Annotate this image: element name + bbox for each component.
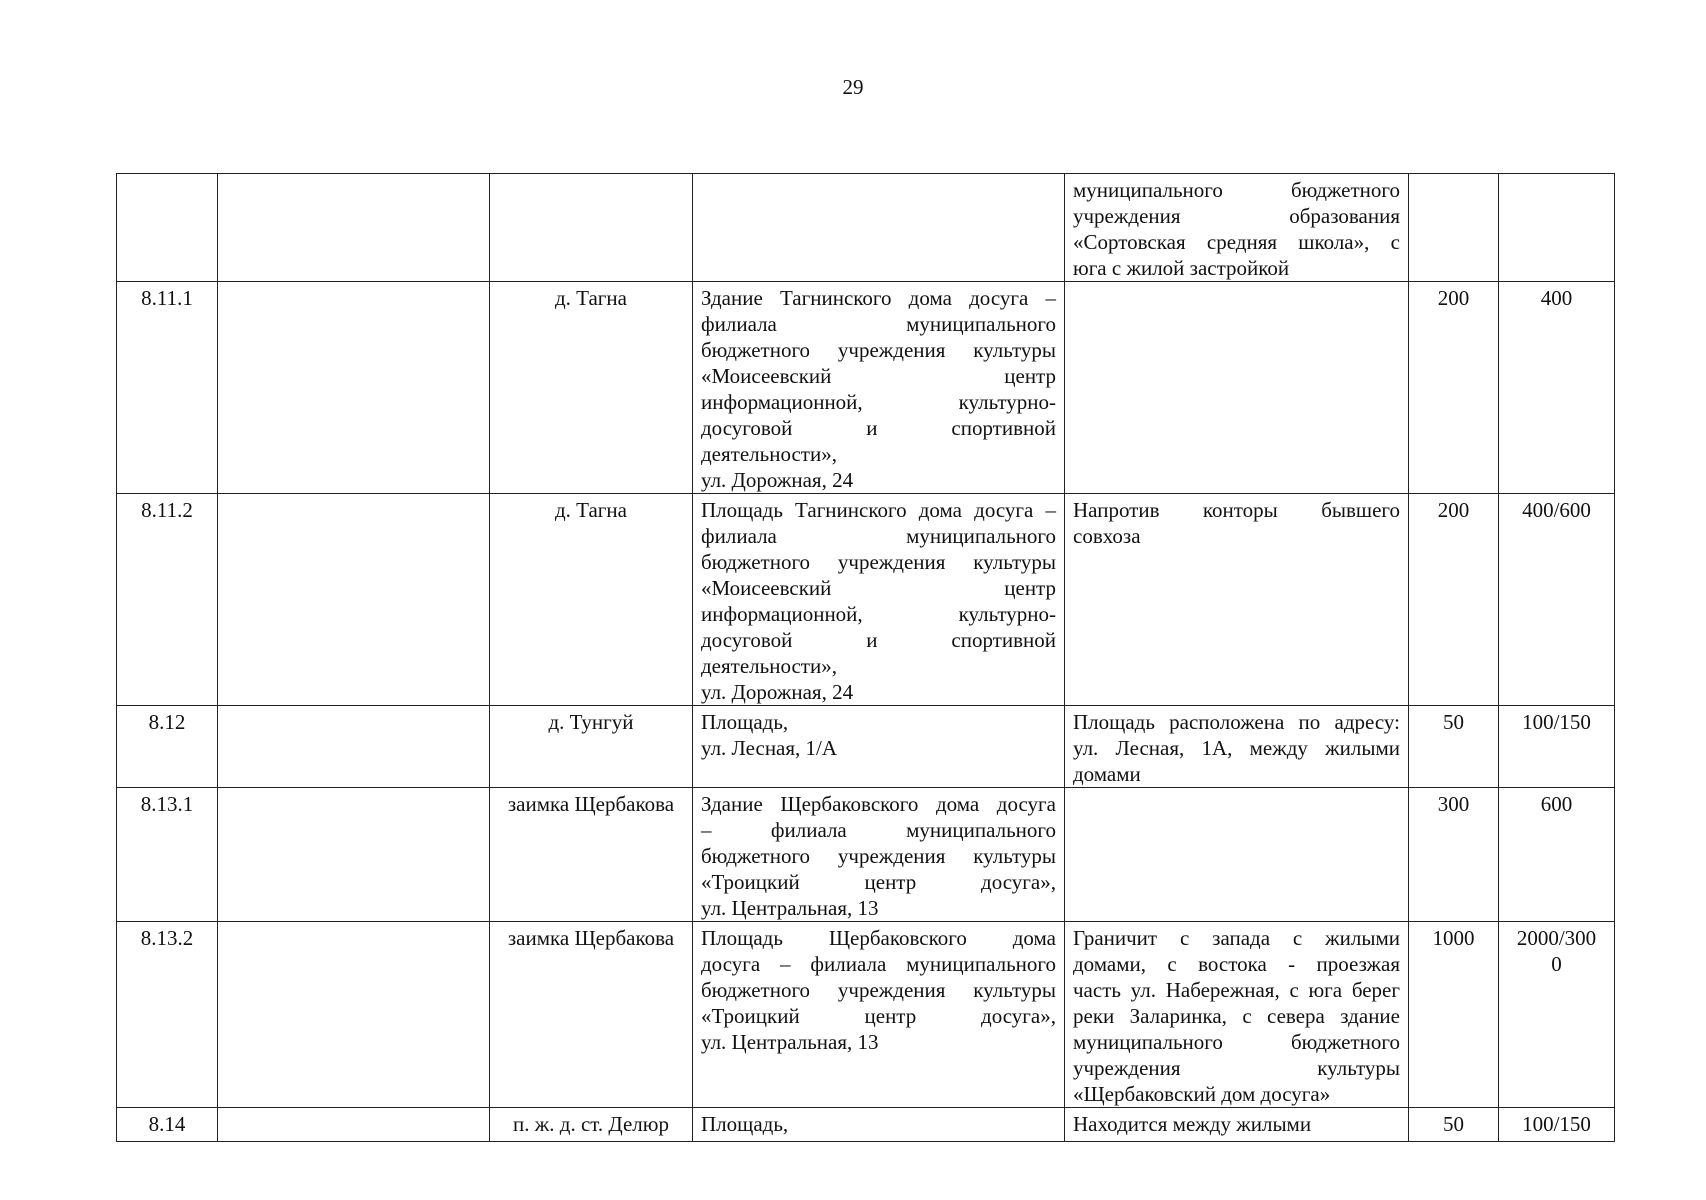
cell-boundaries-line: ул. Лесная, 1А, между жилыми bbox=[1073, 736, 1400, 760]
data-table bbox=[116, 173, 1615, 1142]
cell-settlement: д. Тунгуй bbox=[490, 706, 693, 788]
cell-object bbox=[693, 174, 1065, 282]
cell-capacity bbox=[1409, 1108, 1499, 1142]
cell-object-line: ул. Лесная, 1/А bbox=[701, 736, 838, 760]
cell-capacity bbox=[1409, 788, 1499, 922]
cell-area bbox=[1499, 494, 1615, 706]
table-row bbox=[117, 174, 1615, 282]
cell-area-line: 100/150 bbox=[1522, 1112, 1591, 1136]
cell-capacity-line: 1000 bbox=[1432, 926, 1475, 950]
cell-boundaries-line: муниципального бюджетного bbox=[1073, 178, 1400, 202]
cell-object-line: информационной, культурно- bbox=[701, 390, 1056, 414]
cell-object-line: филиала муниципального bbox=[701, 312, 1056, 336]
cell-boundaries-line: домами, с востока - проезжая bbox=[1073, 952, 1400, 976]
cell-boundaries-line: юга с жилой застройкой bbox=[1073, 256, 1290, 280]
cell-boundaries-line: совхоза bbox=[1073, 524, 1141, 548]
cell-number: 8.13.2 bbox=[117, 922, 218, 1108]
cell-capacity bbox=[1409, 706, 1499, 788]
cell-object-line: Площадь Щербаковского дома bbox=[701, 926, 1056, 950]
table-row bbox=[117, 922, 1615, 1108]
cell-object-line: Здание Щербаковского дома досуга bbox=[701, 792, 1056, 816]
cell-object-line: Площадь, bbox=[701, 710, 789, 734]
cell-boundaries-line: «Сортовская средняя школа», с bbox=[1073, 230, 1400, 254]
cell-empty bbox=[218, 1108, 490, 1142]
cell-boundaries bbox=[1065, 494, 1409, 706]
cell-object-line: информационной, культурно- bbox=[701, 602, 1056, 626]
cell-boundaries bbox=[1065, 706, 1409, 788]
cell-object bbox=[693, 706, 1065, 788]
cell-empty bbox=[218, 494, 490, 706]
cell-settlement: д. Тагна bbox=[490, 282, 693, 494]
cell-settlement: заимка Щербакова bbox=[490, 922, 693, 1108]
cell-number: 8.12 bbox=[117, 706, 218, 788]
cell-object-line: ул. Дорожная, 24 bbox=[701, 680, 854, 704]
cell-capacity bbox=[1409, 282, 1499, 494]
cell-area bbox=[1499, 174, 1615, 282]
cell-object-line: досуговой и спортивной bbox=[701, 416, 1056, 440]
cell-empty bbox=[218, 788, 490, 922]
cell-object-line: Площадь, bbox=[701, 1112, 789, 1136]
cell-object-line: бюджетного учреждения культуры bbox=[701, 550, 1056, 574]
table-body bbox=[117, 174, 1615, 1142]
cell-object-line: – филиала муниципального bbox=[701, 818, 1056, 842]
cell-boundaries-line: реки Заларинка, с севера здание bbox=[1073, 1004, 1400, 1028]
table-row bbox=[117, 788, 1615, 922]
cell-empty bbox=[218, 922, 490, 1108]
cell-settlement: д. Тагна bbox=[490, 494, 693, 706]
cell-boundaries-line: Напротив конторы бывшего bbox=[1073, 498, 1400, 522]
cell-number: 8.14 bbox=[117, 1108, 218, 1142]
page-number: 29 bbox=[842, 75, 864, 99]
cell-object-line: «Моисеевский центр bbox=[701, 364, 1056, 388]
cell-boundaries bbox=[1065, 282, 1409, 494]
cell-object-line: бюджетного учреждения культуры bbox=[701, 338, 1056, 362]
cell-object bbox=[693, 494, 1065, 706]
cell-number: 8.11.2 bbox=[117, 494, 218, 706]
cell-object-line: ул. Центральная, 13 bbox=[701, 896, 879, 920]
cell-object bbox=[693, 282, 1065, 494]
cell-object-line: деятельности», bbox=[701, 654, 837, 678]
cell-capacity bbox=[1409, 494, 1499, 706]
cell-boundaries bbox=[1065, 1108, 1409, 1142]
cell-capacity-line: 50 bbox=[1443, 1112, 1464, 1136]
cell-object-line: «Троицкий центр досуга», bbox=[701, 1004, 1056, 1028]
cell-object bbox=[693, 1108, 1065, 1142]
cell-boundaries-line: «Щербаковский дом досуга» bbox=[1073, 1082, 1331, 1106]
cell-boundaries-line: Площадь расположена по адресу: bbox=[1073, 710, 1400, 734]
table-row bbox=[117, 1108, 1615, 1142]
table-row bbox=[117, 706, 1615, 788]
cell-settlement bbox=[490, 174, 693, 282]
cell-boundaries-line: домами bbox=[1073, 762, 1141, 786]
cell-boundaries-line: часть ул. Набережная, с юга берег bbox=[1073, 978, 1400, 1002]
cell-boundaries-line: Находится между жилыми bbox=[1073, 1112, 1312, 1136]
cell-object-line: Здание Тагнинского дома досуга – bbox=[701, 286, 1056, 310]
cell-object bbox=[693, 788, 1065, 922]
cell-object-line: деятельности», bbox=[701, 442, 837, 466]
cell-object-line: досуга – филиала муниципального bbox=[701, 952, 1056, 976]
cell-capacity bbox=[1409, 922, 1499, 1108]
cell-object-line: «Моисеевский центр bbox=[701, 576, 1056, 600]
cell-empty bbox=[218, 706, 490, 788]
cell-area-line: 0 bbox=[1551, 952, 1562, 976]
cell-object-line: досуговой и спортивной bbox=[701, 628, 1056, 652]
cell-boundaries bbox=[1065, 788, 1409, 922]
table-row bbox=[117, 282, 1615, 494]
cell-empty bbox=[218, 174, 490, 282]
cell-boundaries bbox=[1065, 922, 1409, 1108]
cell-area bbox=[1499, 282, 1615, 494]
table-row bbox=[117, 494, 1615, 706]
cell-empty bbox=[218, 282, 490, 494]
cell-object bbox=[693, 922, 1065, 1108]
cell-area-line: 400/600 bbox=[1522, 498, 1591, 522]
cell-capacity-line: 50 bbox=[1443, 710, 1464, 734]
cell-settlement: п. ж. д. ст. Делюр bbox=[490, 1108, 693, 1142]
cell-boundaries-line: учреждения образования bbox=[1073, 204, 1400, 228]
cell-capacity-line: 200 bbox=[1437, 498, 1470, 522]
cell-area bbox=[1499, 706, 1615, 788]
cell-area-line: 400 bbox=[1540, 286, 1573, 310]
cell-boundaries bbox=[1065, 174, 1409, 282]
cell-object-line: филиала муниципального bbox=[701, 524, 1056, 548]
cell-capacity bbox=[1409, 174, 1499, 282]
cell-area bbox=[1499, 788, 1615, 922]
cell-object-line: Площадь Тагнинского дома досуга – bbox=[701, 498, 1056, 522]
cell-area-line: 600 bbox=[1540, 792, 1573, 816]
cell-settlement: заимка Щербакова bbox=[490, 788, 693, 922]
cell-area bbox=[1499, 1108, 1615, 1142]
cell-number: 8.13.1 bbox=[117, 788, 218, 922]
cell-object-line: ул. Дорожная, 24 bbox=[701, 468, 854, 492]
cell-area-line: 2000/300 bbox=[1516, 926, 1597, 950]
cell-object-line: бюджетного учреждения культуры bbox=[701, 978, 1056, 1002]
cell-number bbox=[117, 174, 218, 282]
cell-object-line: «Троицкий центр досуга», bbox=[701, 870, 1056, 894]
cell-boundaries-line: муниципального бюджетного bbox=[1073, 1030, 1400, 1054]
cell-area bbox=[1499, 922, 1615, 1108]
cell-boundaries-line: Граничит с запада с жилыми bbox=[1073, 926, 1400, 950]
cell-area-line: 100/150 bbox=[1522, 710, 1591, 734]
cell-object-line: бюджетного учреждения культуры bbox=[701, 844, 1056, 868]
cell-capacity-line: 300 bbox=[1437, 792, 1470, 816]
cell-capacity-line: 200 bbox=[1437, 286, 1470, 310]
cell-boundaries-line: учреждения культуры bbox=[1073, 1056, 1400, 1080]
cell-object-line: ул. Центральная, 13 bbox=[701, 1030, 879, 1054]
cell-number: 8.11.1 bbox=[117, 282, 218, 494]
